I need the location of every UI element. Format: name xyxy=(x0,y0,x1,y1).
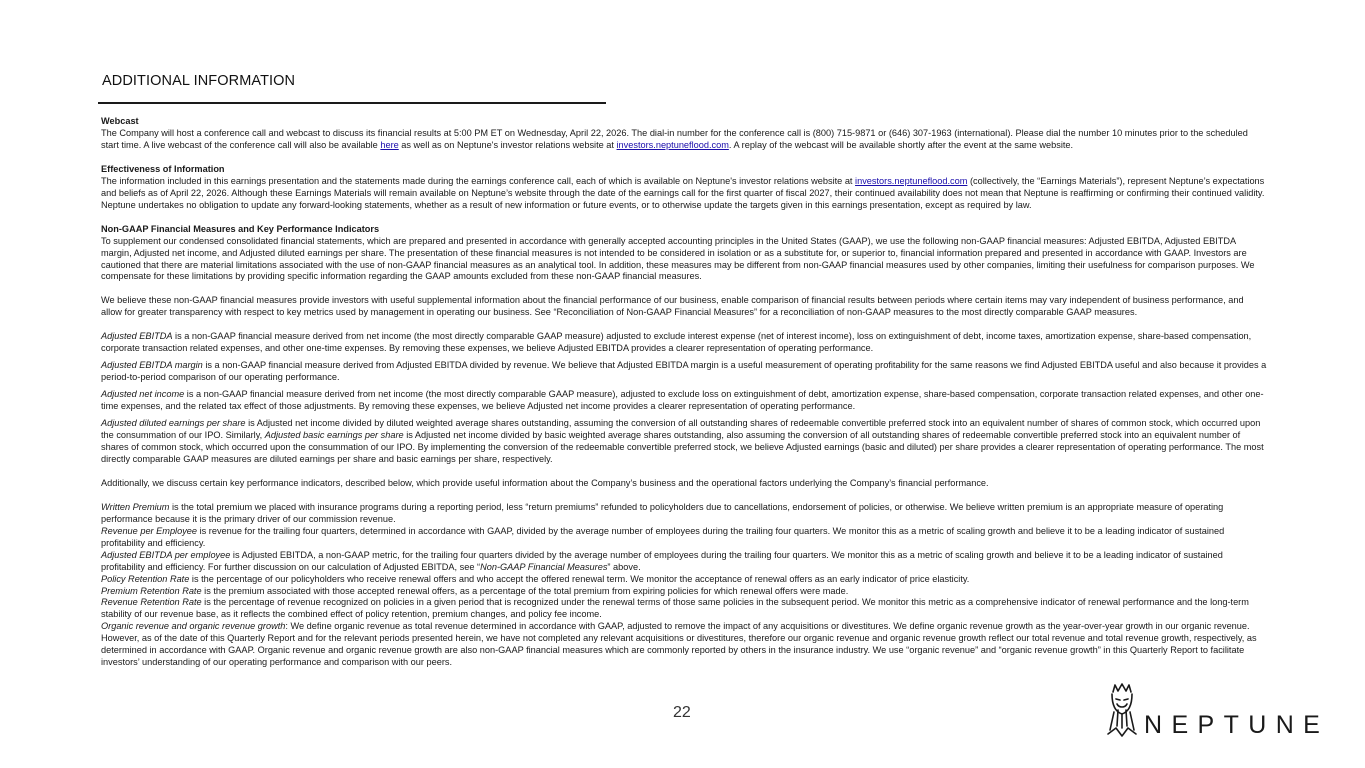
written-premium-term: Written Premium xyxy=(101,501,170,512)
ebitda-per-employee-text-2: ” above. xyxy=(607,561,641,572)
adjusted-net-income-definition xyxy=(101,389,1267,413)
adjusted-net-income-text: is a non-GAAP financial measure derived from net income (the most directly comparable GAAP measure), adjusted to exclude loss on extinguishment of debt, amortization expense, share-based compensation, corporate transaction related expenses, and other one-time expenses, and the related tax effect of those adjustments. By removing these expenses, we believe Adjusted net income provides a clearer representation of operating performance. xyxy=(101,389,1264,412)
title-divider xyxy=(98,102,606,104)
premium-retention-text: is the premium associated with those accepted renewal offers, as a percentage of the total premium from expiring policies for which renewal offers were made. xyxy=(201,585,849,596)
page-number: 22 xyxy=(673,704,691,721)
webcast-text-1: The Company will host a conference call and webcast to discuss its financial results at 5:00 PM ET on Wednesday, April 22, 2026. The dial-in number for the conference call is (800) 715-9871 or (646) 307-1963 (international). Please dial the number 10 minutes prior to the scheduled start time. A live webcast of the conference call will also be available xyxy=(101,127,1248,150)
revenue-retention-term: Revenue Retention Rate xyxy=(101,597,202,608)
effectiveness-text-2: (collectively, the “Earnings Materials”), represent Neptune’s expectations and beliefs as of April 22, 2026. Although these Earnings Materials will remain available on Neptune’s website through the date of the earnings call for the first quarter of fiscal 2027, their continued availability does not mean that Neptune is reaffirming or confirming their continued validity. Neptune undertakes no obligation to update any forward-looking statements, whether as a result of new information or future events, or to otherwise update the targets given in this earnings presentation, except as required by law. xyxy=(101,175,1265,210)
non-gaap-reference: Non-GAAP Financial Measures xyxy=(480,561,608,572)
kpi-intro: Additionally, we discuss certain key performance indicators, described below, which provide useful information about the Company’s business and the operational factors underlying the Company’s financial performance. xyxy=(101,477,989,488)
effectiveness-text-1: The information included in this earnings presentation and the statements made during the earnings conference call, each of which is available on Neptune's investor relations website at xyxy=(101,175,856,186)
adjusted-ebitda-term: Adjusted EBITDA xyxy=(101,331,173,342)
written-premium-text: is the total premium we placed with insurance programs during a reporting period, less “return premiums” refunded to policyholders due to cancellations, endorsement of policies, or otherwise. We believe written premium is an appropriate measure of operating performance because it is the primary driver of our commission revenue. xyxy=(101,501,1224,524)
revenue-per-employee-term: Revenue per Employee xyxy=(101,525,198,536)
adjusted-ebitda-margin-term: Adjusted EBITDA margin xyxy=(101,360,203,371)
webcast-here-link[interactable]: here xyxy=(380,139,399,150)
investor-relations-link-2[interactable]: investors.neptuneflood.com xyxy=(855,175,968,186)
adjusted-eps-text-1: is Adjusted net income divided by diluted weighted average shares outstanding, assuming the conversion of all outstanding shares of redeemable convertible preferred stock into an equivalent number of shares of common stock, which occurred upon the consummation of our IPO. Similarly, xyxy=(101,418,1261,441)
adjusted-diluted-eps-term: Adjusted diluted earnings per share xyxy=(101,418,246,429)
revenue-retention-text: is the percentage of revenue recognized on policies in a given period that is recognized under the renewal terms of those same policies in the subsequent period. We monitor this metric as a comprehensive indicator of renewal performance and the long-term stability of our revenue base, as it reflects the combined effect of policy retention, premium changes, and policy fee income. xyxy=(101,597,1249,620)
policy-retention-text: is the percentage of our policyholders who receive renewal offers and who accept the offered renewal term. We monitor the acceptance of renewal offers as an early indicator of price elasticity. xyxy=(189,573,970,584)
organic-revenue-text: : We define organic revenue as total revenue determined in accordance with GAAP, adjusted to remove the impact of any acquisitions or divestitures. We define organic revenue growth as the year-over-year growth in our organic revenue. However, as of the date of this Quarterly Report and for the relevant periods presented herein, we have not completed any relevant acquisitions or divestitures, therefore our organic revenue and organic revenue growth reflect our total revenue and total revenue growth, respectively, as determined in accordance with GAAP. Organic revenue and organic revenue growth are also non-GAAP financial measures which are commonly reported by others in the insurance industry. We use “organic revenue” and “organic revenue growth” in this Quarterly Report to facilitate investors’ understanding of our operating performance and comparison with our peers. xyxy=(101,621,1257,668)
ebitda-per-employee-term: Adjusted EBITDA per employee xyxy=(101,549,231,560)
adjusted-ebitda-margin-definition xyxy=(101,360,1267,384)
written-premium-definition xyxy=(101,502,1267,526)
policy-retention-definition xyxy=(101,574,1267,586)
adjusted-ebitda-text: is a non-GAAP financial measure derived from net income (the most directly comparable GAAP measure) adjusted to exclude interest expense (net of interest income), loss on extinguishment of debt, income taxes, amortization expense, share-based compensation, corporate transaction related expenses, and other one-time expenses. By removing these expenses, we believe Adjusted EBITDA provides a clearer representation of operating performance. xyxy=(101,331,1252,354)
neptune-trident-head-icon xyxy=(1104,682,1140,738)
neptune-logo xyxy=(1104,682,1336,742)
adjusted-ebitda-definition xyxy=(101,331,1267,355)
non-gaap-heading: Non-GAAP Financial Measures and Key Performance Indicators xyxy=(101,223,380,234)
page-title: ADDITIONAL INFORMATION xyxy=(102,73,296,89)
webcast-text-3: . A replay of the webcast will be available shortly after the event at the same website. xyxy=(728,139,1074,150)
adjusted-eps-definition xyxy=(101,418,1267,466)
ebitda-per-employee-definition xyxy=(101,550,1267,574)
neptune-wordmark: NEPTUNE xyxy=(1144,711,1330,739)
webcast-heading: Webcast xyxy=(101,116,139,126)
effectiveness-heading: Effectiveness of Information xyxy=(101,163,225,174)
revenue-retention-definition xyxy=(101,597,1267,621)
adjusted-basic-eps-term: Adjusted basic earnings per share xyxy=(264,430,404,441)
premium-retention-term: Premium Retention Rate xyxy=(101,585,202,596)
adjusted-ebitda-margin-text: is a non-GAAP financial measure derived from Adjusted EBITDA divided by revenue. We believe that Adjusted EBITDA margin is a useful measurement of operating profitability for the same reasons we find Adjusted EBITDA useful and also because it provides a period-to-period comparison of our operating performance. xyxy=(101,360,1267,383)
webcast-paragraph xyxy=(101,128,1267,152)
policy-retention-term: Policy Retention Rate xyxy=(101,573,190,584)
organic-revenue-definition xyxy=(101,621,1267,669)
premium-retention-definition xyxy=(101,586,1267,598)
webcast-text-2: as well as on Neptune's investor relations website at xyxy=(398,139,617,150)
effectiveness-paragraph xyxy=(101,176,1267,212)
ebitda-per-employee-text-1: is Adjusted EBITDA, a non-GAAP metric, for the trailing four quarters divided by the average number of employees during the trailing four quarters. We monitor this as a metric of scaling growth and believe it to be a leading indicator of sustained profitability and efficiency. For further discussion on our calculation of Adjusted EBITDA, see “ xyxy=(101,549,1223,572)
organic-revenue-term: Organic revenue and organic revenue growth xyxy=(101,621,286,632)
adjusted-eps-text-2: is Adjusted net income divided by basic weighted average shares outstanding, also assuming the conversion of all outstanding shares of redeemable convertible preferred stock into an equivalent number of shares of common stock, which occurred upon the consummation of our IPO. By implementing the conversion of the redeemable convertible preferred stock, we believe Adjusted earnings (basic and diluted) per share provides a clearer representation of operating performance. The most directly comparable GAAP measures are diluted earnings per share and basic earnings per share, respectively. xyxy=(101,430,1264,464)
investor-relations-link[interactable]: investors.neptuneflood.com xyxy=(616,139,729,150)
revenue-per-employee-definition xyxy=(101,526,1267,550)
non-gaap-belief: We believe these non-GAAP financial measures provide investors with useful supplemental information about the financial performance of our business, enable comparison of financial results between periods where certain items may vary independent of business performance, and allow for greater transparency with respect to key metrics used by management in operating our business. See “Reconciliation of Non-GAAP Financial Measures” for a reconciliation of non-GAAP measures to the most directly comparable GAAP measures. xyxy=(101,295,1244,318)
document-body xyxy=(101,116,1267,669)
revenue-per-employee-text: is revenue for the trailing four quarters, determined in accordance with GAAP, divided by the average number of employees during the trailing four quarters. We monitor this as a metric of scaling growth and believe it to be a leading indicator of sustained profitability and efficiency. xyxy=(101,525,1225,548)
adjusted-net-income-term: Adjusted net income xyxy=(101,389,185,400)
non-gaap-intro: To supplement our condensed consolidated financial statements, which are prepared and presented in accordance with generally accepted accounting principles in the United States (GAAP), we use the following non-GAAP financial measures: Adjusted EBITDA, Adjusted EBITDA margin, Adjusted net income, and Adjusted diluted earnings per share. The presentation of these financial measures is not intended to be considered in isolation or as a substitute for, or superior to, financial information prepared and presented in accordance with GAAP. Investors are cautioned that there are material limitations associated with the use of non-GAAP financial measures as an analytical tool. In addition, these measures may be different from non-GAAP financial measures used by other companies, limiting their usefulness for comparison purposes. We compensate for these limitations by providing specific information regarding the GAAP amounts excluded from these non-GAAP financial measures. xyxy=(101,235,1255,282)
